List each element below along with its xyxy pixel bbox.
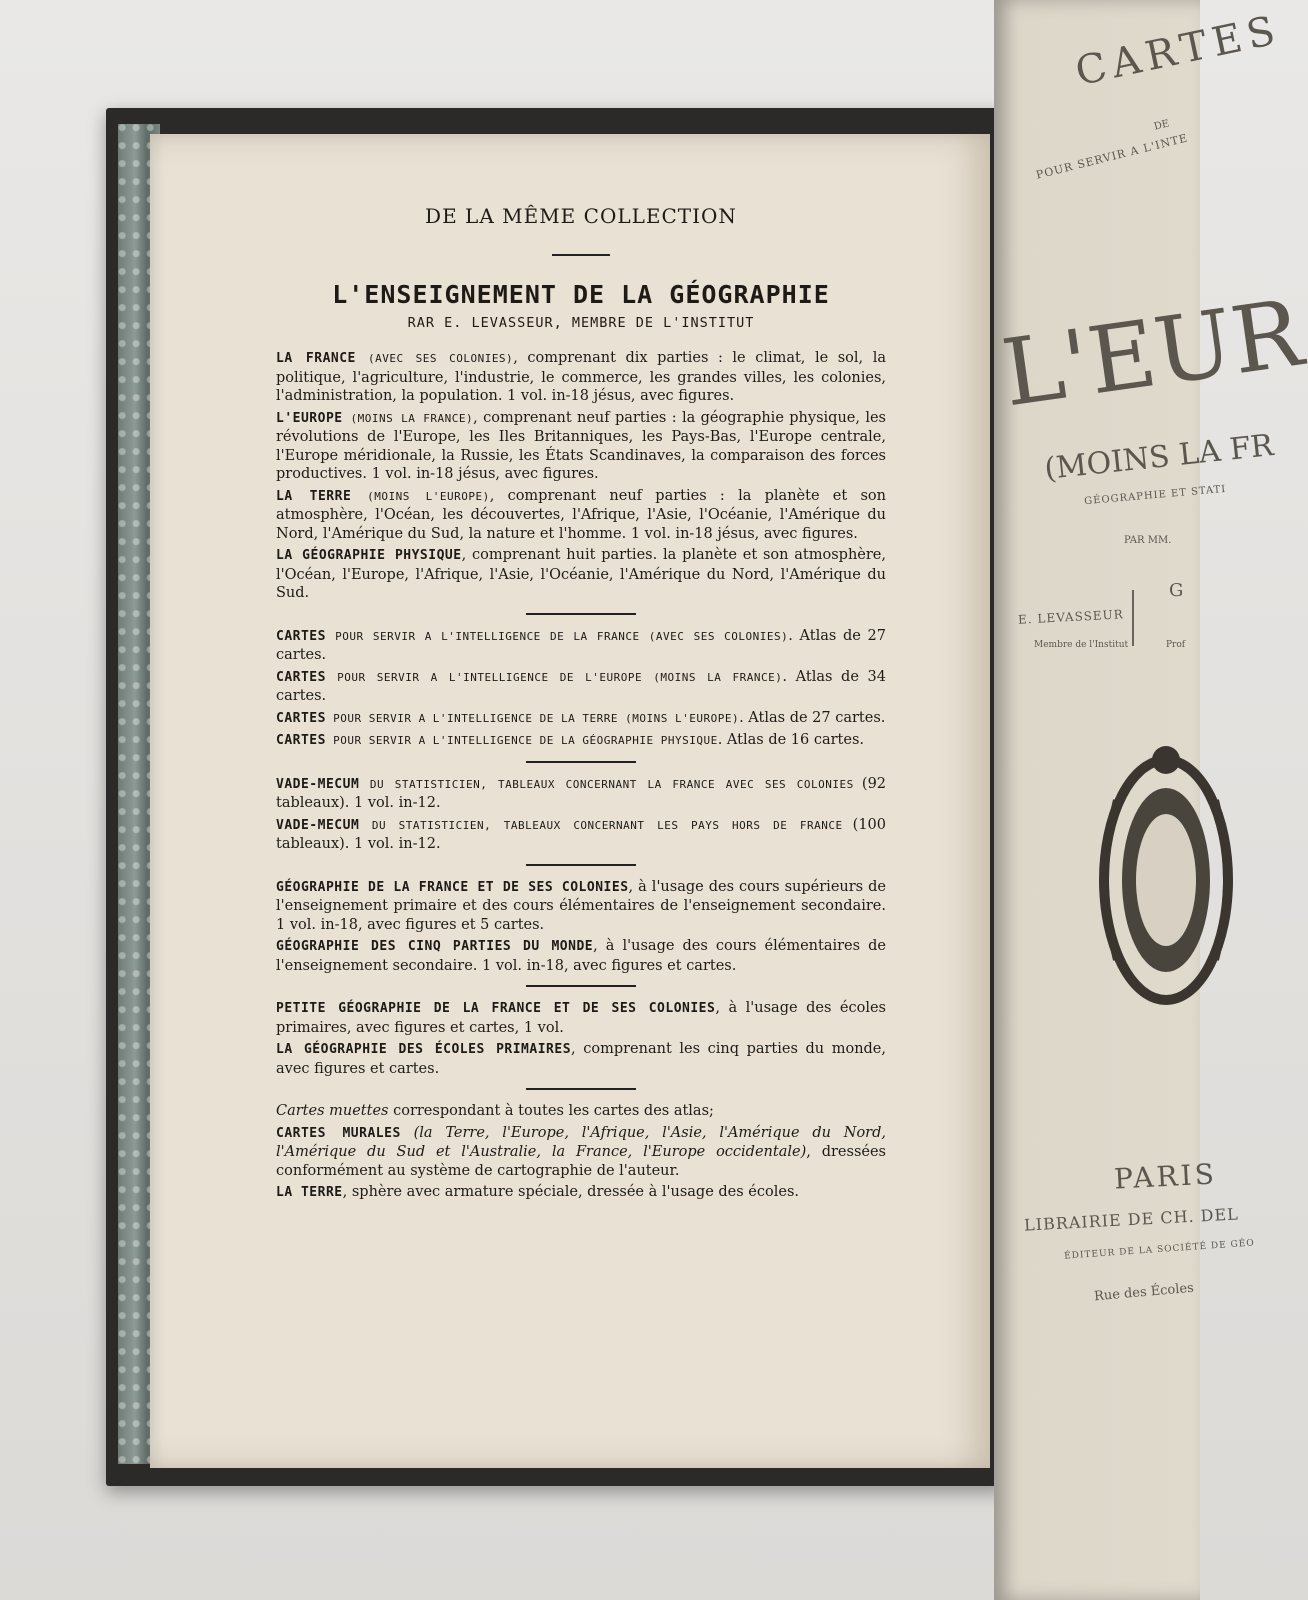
title-cartes: CARTES [1071,6,1285,96]
entry: L'EUROPE (MOINS LA FRANCE), comprenant neuf parties : la géographie physique, les révolutions de l'Europe, les Iles Britanniques, les Pays-Bas, l'Europe centrale, l'Europe méridionale, la Russie, les États Scandinaves, la comparaison des forces productives. 1 vol. in-18 jésus, avec figures. [276,409,886,482]
enseignement-entries [276,349,886,603]
author-role: Membre de l'Institut [1034,640,1129,650]
entry-cartes-muettes: Cartes muettes correspondant à toutes les cartes des atlas; [276,1103,714,1119]
left-page-text [276,204,886,1206]
entry: LA TERRE (MOINS L'EUROPE), comprenant neuf parties : la planète et son atmosphère, l'Océan, les découvertes, l'Afrique, l'Asie, l'Océanie, l'Amérique du Nord, l'Amérique du Sud, la nature et l'homme. 1 vol. in-18 jésus, avec figures. [276,487,886,542]
coauthor-role: Prof [1166,640,1186,650]
title-pour-servir: POUR SERVIR A L'INTE [1034,131,1190,182]
left-page [150,134,990,1468]
imprint-publisher: LIBRAIRIE DE CH. DEL [1023,1204,1240,1235]
entry: CARTES POUR SERVIR A L'INTELLIGENCE DE LA TERRE (MOINS L'EUROPE). Atlas de 27 cartes. [276,709,886,726]
entry-cartes-murales: CARTES MURALES (la Terre, l'Europe, l'Afrique, l'Asie, l'Amérique du Nord, l'Amérique du Sud et l'Australie, la France, l'Europe occidentale), dressées conformément au système de cartographie de l'auteur. [276,1124,887,1179]
atlas-entries [276,627,886,751]
divider [526,1088,636,1090]
author-divider [1132,590,1134,646]
entry: LA GÉOGRAPHIE DES ÉCOLES PRIMAIRES, comprenant les cinq parties du monde, avec figures et cartes. [276,1041,887,1077]
secondary-entries [276,878,886,976]
entry: GÉOGRAPHIE DE LA FRANCE ET DE SES COLONIES, à l'usage des cours supérieurs de l'enseignement primaire et des cours élémentaires de l'enseignement secondaire. 1 vol. in-18, avec figures et 5 cartes. [276,878,886,933]
imprint-editor: ÉDITEUR DE LA SOCIÉTÉ DE GÉO [1063,1238,1256,1262]
divider [526,613,636,615]
publisher-emblem-icon [1086,740,1246,1020]
title-europe: L'EUR [996,279,1308,428]
main-title: L'ENSEIGNEMENT DE LA GÉOGRAPHIE [332,280,830,309]
entry: GÉOGRAPHIE DES CINQ PARTIES DU MONDE, à l'usage des cours élémentaires de l'enseignement secondaire. 1 vol. in-18, avec figures et cartes. [276,938,886,974]
entry: LA GÉOGRAPHIE PHYSIQUE, comprenant huit parties. la planète et son atmosphère, l'Océan, l'Europe, l'Afrique, l'Asie, l'Océanie, l'Amérique du Nord, l'Amérique du Sud. [276,547,886,601]
imprint-address: Rue des Écoles [1093,1280,1195,1305]
entry: VADE-MECUM DU STATISTICIEN, TABLEAUX CONCERNANT LA FRANCE AVEC SES COLONIES (92 tableaux). 1 vol. in-12. [276,775,887,811]
entry: PETITE GÉOGRAPHIE DE LA FRANCE ET DE SES COLONIES, à l'usage des écoles primaires, avec figures et cartes, 1 vol. [276,1000,887,1036]
divider [526,761,636,763]
title-moins-la-france: (MOINS LA FR [1042,428,1275,487]
entry: CARTES POUR SERVIR A L'INTELLIGENCE DE LA GÉOGRAPHIE PHYSIQUE. Atlas de 16 cartes. [276,732,865,748]
entry: LA FRANCE (AVEC SES COLONIES), comprenant dix parties : le climat, le sol, la politique, l'agriculture, l'industrie, le commerce, les grandes villes, les colonies, l'administration, la population. 1 vol. in-18 jésus, avec figures. [276,350,886,404]
author-name: E. LEVASSEUR [1017,607,1125,627]
primary-entries [276,999,886,1078]
title-geographie: GÉOGRAPHIE ET STATI [1083,483,1227,508]
title-par-mm: PAR MM. [1124,535,1172,546]
entry-la-terre-sphere: LA TERRE, sphère avec armature spéciale, dressée à l'usage des écoles. [276,1184,799,1200]
divider [526,864,636,866]
right-title-page [994,0,1308,1600]
entry: VADE-MECUM DU STATISTICIEN, TABLEAUX CONCERNANT LES PAYS HORS DE FRANCE (100 tableaux). 1 vol. in-12. [276,816,886,852]
entry: CARTES POUR SERVIR A L'INTELLIGENCE DE LA FRANCE (AVEC SES COLONIES). Atlas de 27 cartes. [276,627,886,663]
imprint-city: PARIS [1113,1157,1218,1196]
divider [526,985,636,987]
coauthor-initial: G [1169,580,1184,601]
entry: CARTES POUR SERVIR A L'INTELLIGENCE DE L'EUROPE (MOINS LA FRANCE). Atlas de 34 cartes. [276,668,887,704]
collection-heading: DE LA MÊME COLLECTION [425,204,737,228]
divider [552,254,610,256]
title-de: DE [1152,118,1171,133]
vade-mecum-entries [276,775,886,854]
byline: RAR E. LEVASSEUR, MEMBRE DE L'INSTITUT [407,315,755,331]
